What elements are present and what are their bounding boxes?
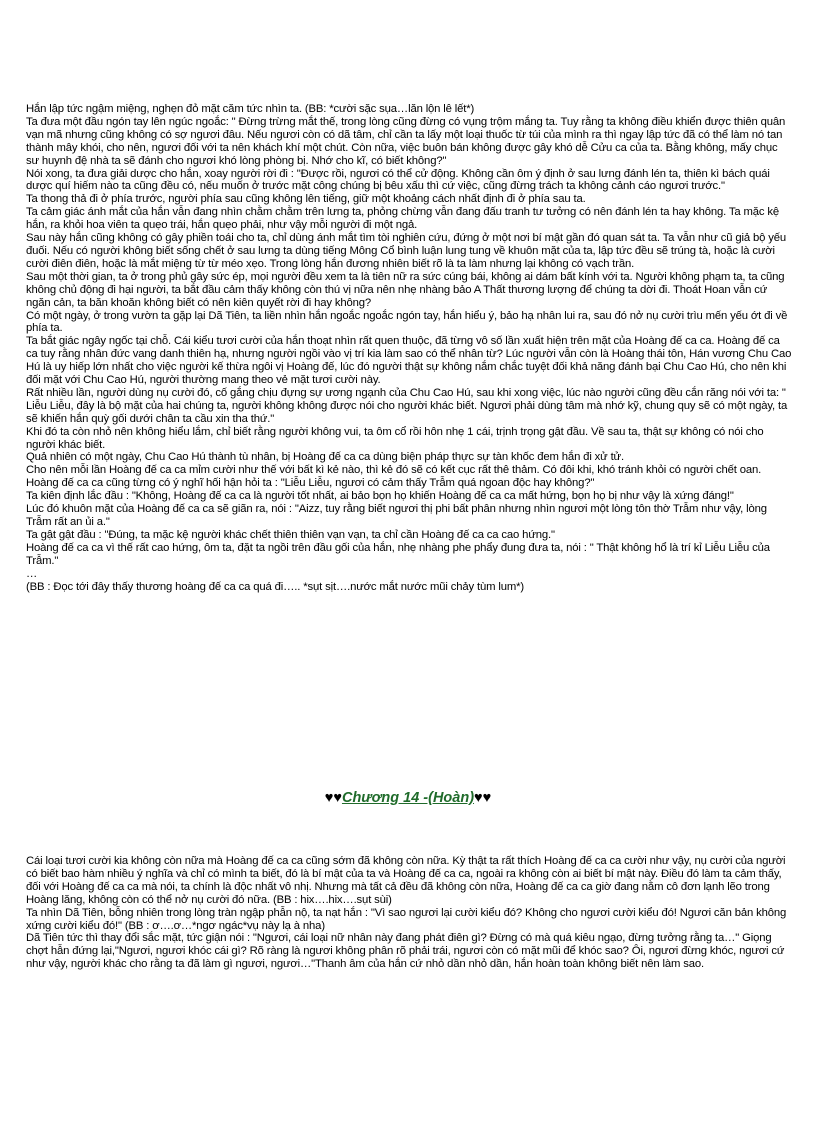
paragraph: Hoàng đế ca ca cũng từng có ý nghĩ hối hận hỏi ta : "Liễu Liễu, ngươi có cảm thấy Trẫm quá ngoan độc hay không?": [26, 477, 595, 490]
paragraph: Dã Tiên tức thì thay đổi sắc mặt, tức giận nói : "Ngươi, cái loại nữ nhân này đang phát điên gì? Đừng có mà quá kiêu ngạo, đừng tưởng rằng ta…" Giọng chợt hẫn đứng lại,"Ngươi, ngươi khóc cái gì? Rõ ràng là ngươi không phân rõ phải trái, ngươi còn có mặt mũi để khóc sao? Ôi, ngươi đừng khóc, ngươi cứ như vậy, người khác cho rằng ta đã làm gì ngươi, ngươi…"Thanh âm của hắn cứ nhỏ dần nhỏ dần, hắn hoàn toàn không biết nên làm sao.: [26, 932, 785, 971]
paragraph: Hắn lập tức ngậm miệng, nghẹn đỏ mặt căm tức nhìn ta. (BB: *cười sặc sụa…lăn lộn lê lết*): [26, 103, 475, 115]
paragraph: Có một ngày, ở trong vườn ta gặp lại Dã Tiên, ta liền nhìn hắn ngoắc ngoắc ngón tay, hắn hiểu ý, bảo hạ nhân lui ra, sau đó nở nụ cười trìu mến yếu ớt đi về phía ta.: [26, 309, 788, 335]
heart-icon: ♥♥: [474, 790, 492, 806]
paragraph: Nói xong, ta đưa giải dược cho hắn, xoay người rời đi : "Được rồi, ngươi có thể cử động. Không cần ôm ý định ở sau lưng đánh lén ta, thiên kì bách quái dược quí hiếm nào ta cũng đều có, nếu muốn ở trước mặt công chúng bị bêu xấu thì cứ việc, cũng đừng trách ta không cảnh cáo ngươi trước.": [26, 167, 770, 193]
paragraph: Ta nhìn Dã Tiên, bỗng nhiên trong lòng tràn ngập phẫn nộ, ta nạt hắn : "Vì sao ngươi lại cười kiểu đó? Không cho ngươi cười kiểu đó! Ngươi căn bản không xứng cười kiểu đó!" (BB : ơ….ơ…*ngơ ngác*vụ này lạ à nha): [26, 906, 787, 932]
chapter-heading: [0, 789, 816, 807]
paragraph: Cho nên mỗi lần Hoàng đế ca ca mỉm cười như thế với bất kì kẻ nào, thì kẻ đó sẽ có kết cục rất thê thảm. Có đôi khi, khó tránh khỏi có người chết oan.: [26, 464, 762, 477]
paragraph: …: [26, 567, 38, 580]
paragraph: Cái loại tươi cười kia không còn nữa mà Hoàng đế ca ca cũng sớm đã không còn nữa. Kỳ thật ta rất thích Hoàng đế ca ca cười như vậy, nụ cười của người có biết bao hàm nhiều ý nghĩa và chỉ có mình ta biết, đó là bí mật của ta và Hoàng đế ca ca, ngoài ra không còn ai biết bí mật này. Điều đó làm ta cảm thấy, đối với Hoàng đế ca ca mà nói, ta chính là độc nhất vô nhị. Nhưng mà tất cả đều đã không còn nữa, Hoàng đế ca ca giờ đang nằm cô đơn lạnh lẽo trong Hoàng lăng, không còn có thể nở nụ cười đó nữa. (BB : hix….hix….sụt sùi): [26, 855, 786, 906]
paragraph: Sau một thời gian, ta ở trong phủ gây sức ép, mọi người đều xem ta là tiên nữ ra sức cúng bái, không ai dám bất kính với ta. Người không phạm ta, ta cũng không chủ động đi hại người, ta bắt đầu cảm thấy không còn thú vị nữa nên nhẹ nhàng bảo A Thất thương lượng để chúng ta dời đi. Thoát Hoan vẫn cứ ngăn cản, ta băn khoăn không biết có nên kiên quyết rời đi hay không?: [26, 270, 785, 309]
chapter-14-text: [26, 855, 792, 971]
chapter-13-text: [26, 103, 792, 593]
paragraph: (BB : Đọc tới đây thấy thương hoàng đế ca ca quá đi….. *sụt sịt….nước mắt nước mũi chảy tùm lum*): [26, 580, 525, 593]
paragraph: Khi đó ta còn nhỏ nên không hiểu lắm, chỉ biết rằng người không vui, ta ôm cổ rồi hôn nhẹ 1 cái, trịnh trọng gật đầu. Về sau ta, thật sự không có nói cho người khác biết.: [26, 425, 764, 451]
paragraph: Sau này hắn cũng không có gây phiền toái cho ta, chỉ dùng ánh mắt tìm tòi nghiên cứu, đứng ở một nơi bí mật gần đó quan sát ta. Ta vẫn như cũ giả bộ yếu đuối. Nếu có người không biết sống chết ở sau lưng ta dùng tiếng Mông Cổ bình luận lung tung về khuôn mặt của ta, lập tức đều sẽ trúng tà, hoặc là cười cười điên điên, hoặc là mắt miệng từ từ méo xẹo. Trong lòng hắn đương nhiên biết rõ là ta làm nhưng lại không có vạch trần.: [26, 232, 786, 270]
paragraph: Ta đưa một đầu ngón tay lên ngúc ngoắc: " Đừng trừng mắt thế, trong lòng cũng đừng có vụng trộm mắng ta. Tuy rằng ta không điều khiển được thiên quân vạn mã nhưng cũng không có sợ ngươi đâu. Nếu ngươi còn có dã tâm, chỉ cần ta lấy một loại thuốc từ túi của mình ra thì ngay lập tức đã có thể làm nó tan thành mây khói, cho nên, ngươi đối với ta nên khách khí một chút. Còn nữa, việc buôn bán không được gây khó dễ Cửu ca của ta. Bằng không, mấy chục sư huynh đệ nhà ta sẽ đánh cho ngươi khó lòng phòng bị. Nhớ cho kĩ, có biết không?": [26, 115, 786, 167]
paragraph: Ta bắt giác ngây ngốc tại chỗ. Cái kiểu tươi cười của hắn thoạt nhìn rất quen thuộc, đã từng vô số lần xuất hiện trên mặt của Hoàng đế ca ca. Hoàng đế ca ca tuy rằng nhân đức vang danh thiên hạ, nhưng người ngồi vào vị trí kia làm sao có thể nhân từ? Lúc người vẫn còn là Hoàng thái tôn, Hán vương Chu Cao Hú là uy hiếp lớn nhất cho việc người kế thừa ngôi vị Hoàng đế, lúc đó người thật sự không nắm chắc tuyệt đối khả năng đánh bại Chu Cao Hú, cho nên khi đối mặt với Chu Cao Hú, người thường mang theo vẻ mặt tươi cười này.: [26, 335, 792, 387]
paragraph: Ta cảm giác ánh mắt của hắn vẫn đang nhìn chằm chằm trên lưng ta, phỏng chừng vẫn đang đấu tranh tư tưởng có nên đánh lén ta hay không. Ta mặc kệ hắn, ra khỏi hoa viên ta quẹo trái, hắn quẹo phải, như vậy mỗi người đi một ngả.: [26, 206, 780, 232]
paragraph: Ta thong thả đi ở phía trước, người phía sau cũng không lên tiếng, giữ một khoảng cách nhất định đi ở phía sau ta.: [26, 193, 586, 206]
paragraph: Hoàng đế ca ca vì thế rất cao hứng, ôm ta, đặt ta ngồi trên đầu gối của hắn, nhẹ nhàng phe phẩy đung đưa ta, nói : " Thật không hổ là trí kỉ Liễu Liễu của Trẫm.": [26, 541, 770, 567]
paragraph: Quả nhiên có một ngày, Chu Cao Hú thành tù nhân, bị Hoàng đế ca ca dùng biện pháp thực sự tàn khốc đem hắn đi xử tử.: [26, 451, 624, 464]
paragraph: Ta gật gật đầu : "Đúng, ta mặc kệ người khác chết thiên thiên vạn vạn, ta chỉ cần Hoàng đế ca ca cao hứng.": [26, 528, 555, 541]
paragraph: Rất nhiều lần, người dùng nụ cười đó, cố gắng chịu đựng sự ương ngạnh của Chu Cao Hú, sau khi xong việc, lúc nào người cũng đều cắn răng nói với ta: " Liễu Liễu, đây là bộ mặt của hai chúng ta, người không không được nói cho người khác biết. Ngươi phải dùng tâm mà nhớ kỹ, chung quy sẽ có một ngày, ta sẽ khiến hắn quỳ gối dưới chân ta cầu xin tha thứ.": [26, 386, 788, 425]
heart-icon: ♥♥: [324, 790, 342, 806]
paragraph: Lúc đó khuôn mặt của Hoàng đế ca ca sẽ giãn ra, nói : "Aizz, tuy rằng biết ngươi thị phi bất phân nhưng nhìn ngươi một lòng tôn thờ Trẫm như vậy, lòng Trẫm rất an ủi a.": [26, 503, 767, 528]
chapter-title-link[interactable]: Chương 14 -(Hoàn): [341, 790, 475, 806]
paragraph: Ta kiên định lắc đầu : "Không, Hoàng đế ca ca là người tốt nhất, ai bảo bọn họ khiến Hoàng đế ca ca mất hứng, bọn họ bị như vậy là xứng đáng!": [26, 490, 734, 503]
